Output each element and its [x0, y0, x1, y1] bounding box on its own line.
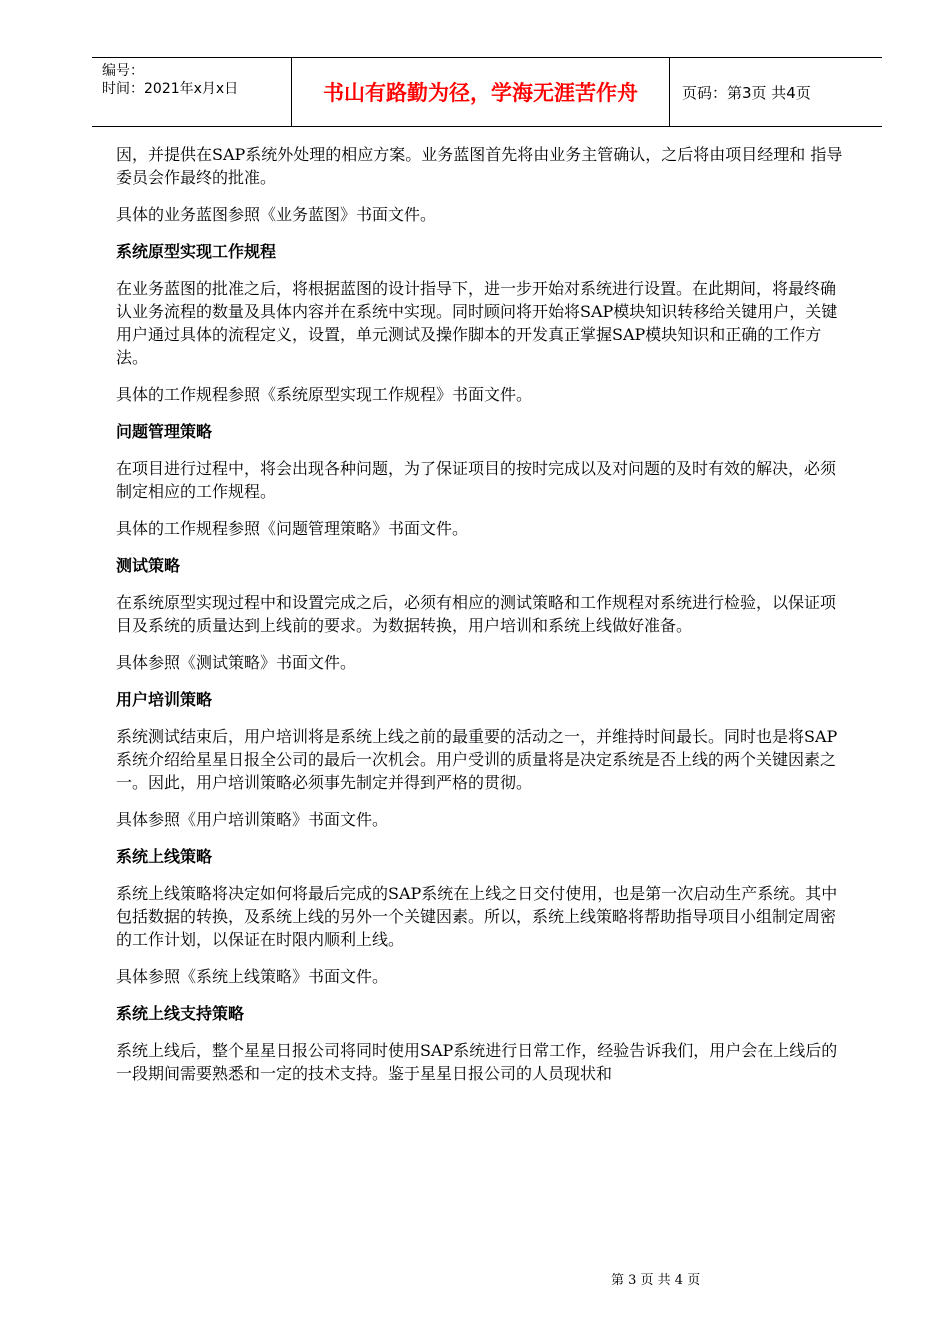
number-label: 编号：: [102, 63, 144, 79]
paragraph: 在系统原型实现过程中和设置完成之后，必须有相应的测试策略和工作规程对系统进行检验，以保证项目及系统的质量达到上线前的要求。为数据转换，用户培训和系统上线做好准备。: [116, 593, 837, 635]
paragraph: 系统测试结束后，用户培训将是系统上线之前的最重要的活动之一，并维持时间最长。同时也是将SAP系统介绍给星星日报全公司的最后一次机会。用户受训的质量将是决定系统是否上线的两个关键因素之一。因此，用户培训策略必须事先制定并得到严格的贯彻。: [116, 727, 838, 792]
paragraph: 具体参照《系统上线策略》书面文件。: [116, 967, 389, 986]
paragraph: 具体参照《测试策略》书面文件。: [116, 653, 357, 672]
header-page-info: 页码：第3页 共4页: [682, 83, 811, 102]
page-footer: 第 3 页 共 4 页: [611, 1273, 701, 1288]
paragraph: 具体的工作规程参照《系统原型实现工作规程》书面文件。: [116, 385, 533, 404]
paragraph: 系统上线策略将决定如何将最后完成的SAP系统在上线之日交付使用，也是第一次启动生产系统。其中包括数据的转换，及系统上线的另外一个关键因素。所以，系统上线策略将帮助指导项目小组制定周密的工作计划，以保证在时限内顺利上线。: [116, 884, 838, 949]
section-heading: 系统上线策略: [116, 847, 213, 866]
section-heading: 测试策略: [116, 556, 181, 575]
paragraph: 具体参照《用户培训策略》书面文件。: [116, 810, 389, 829]
section-heading: 系统上线支持策略: [116, 1004, 245, 1023]
paragraph: 具体的工作规程参照《问题管理策略》书面文件。: [116, 519, 469, 538]
paragraph: 因，并提供在SAP系统外处理的相应方案。业务蓝图首先将由业务主管确认，之后将由项目经理和 指导委员会作最终的批准。: [116, 145, 843, 187]
header-motto: 书山有路勤为径，学海无涯苦作舟: [292, 58, 670, 126]
paragraph: 具体的业务蓝图参照《业务蓝图》书面文件。: [116, 205, 437, 224]
paragraph: 在项目进行过程中，将会出现各种问题，为了保证项目的按时完成以及对问题的及时有效的解决，必须制定相应的工作规程。: [116, 459, 837, 501]
section-heading: 用户培训策略: [116, 690, 213, 709]
section-heading: 系统原型实现工作规程: [116, 242, 277, 261]
page-header: [92, 57, 882, 127]
header-meta: [92, 58, 292, 126]
document-body: [116, 143, 851, 1099]
paragraph: 系统上线后，整个星星日报公司将同时使用SAP系统进行日常工作，经验告诉我们，用户会在上线后的一段期间需要熟悉和一定的技术支持。鉴于星星日报公司的人员现状和: [116, 1041, 838, 1083]
section-heading: 问题管理策略: [116, 422, 213, 441]
paragraph: 在业务蓝图的批准之后，将根据蓝图的设计指导下，进一步开始对系统进行设置。在此期间，将最终确认业务流程的数量及具体内容并在系统中实现。同时顾问将开始将SAP模块知识转移给关键用户，关键用户通过具体的流程定义，设置，单元测试及操作脚本的开发真正掌握SAP模块知识和正确的工作方法。: [116, 279, 838, 367]
time-label: 时间：2021年x月x日: [102, 81, 239, 97]
